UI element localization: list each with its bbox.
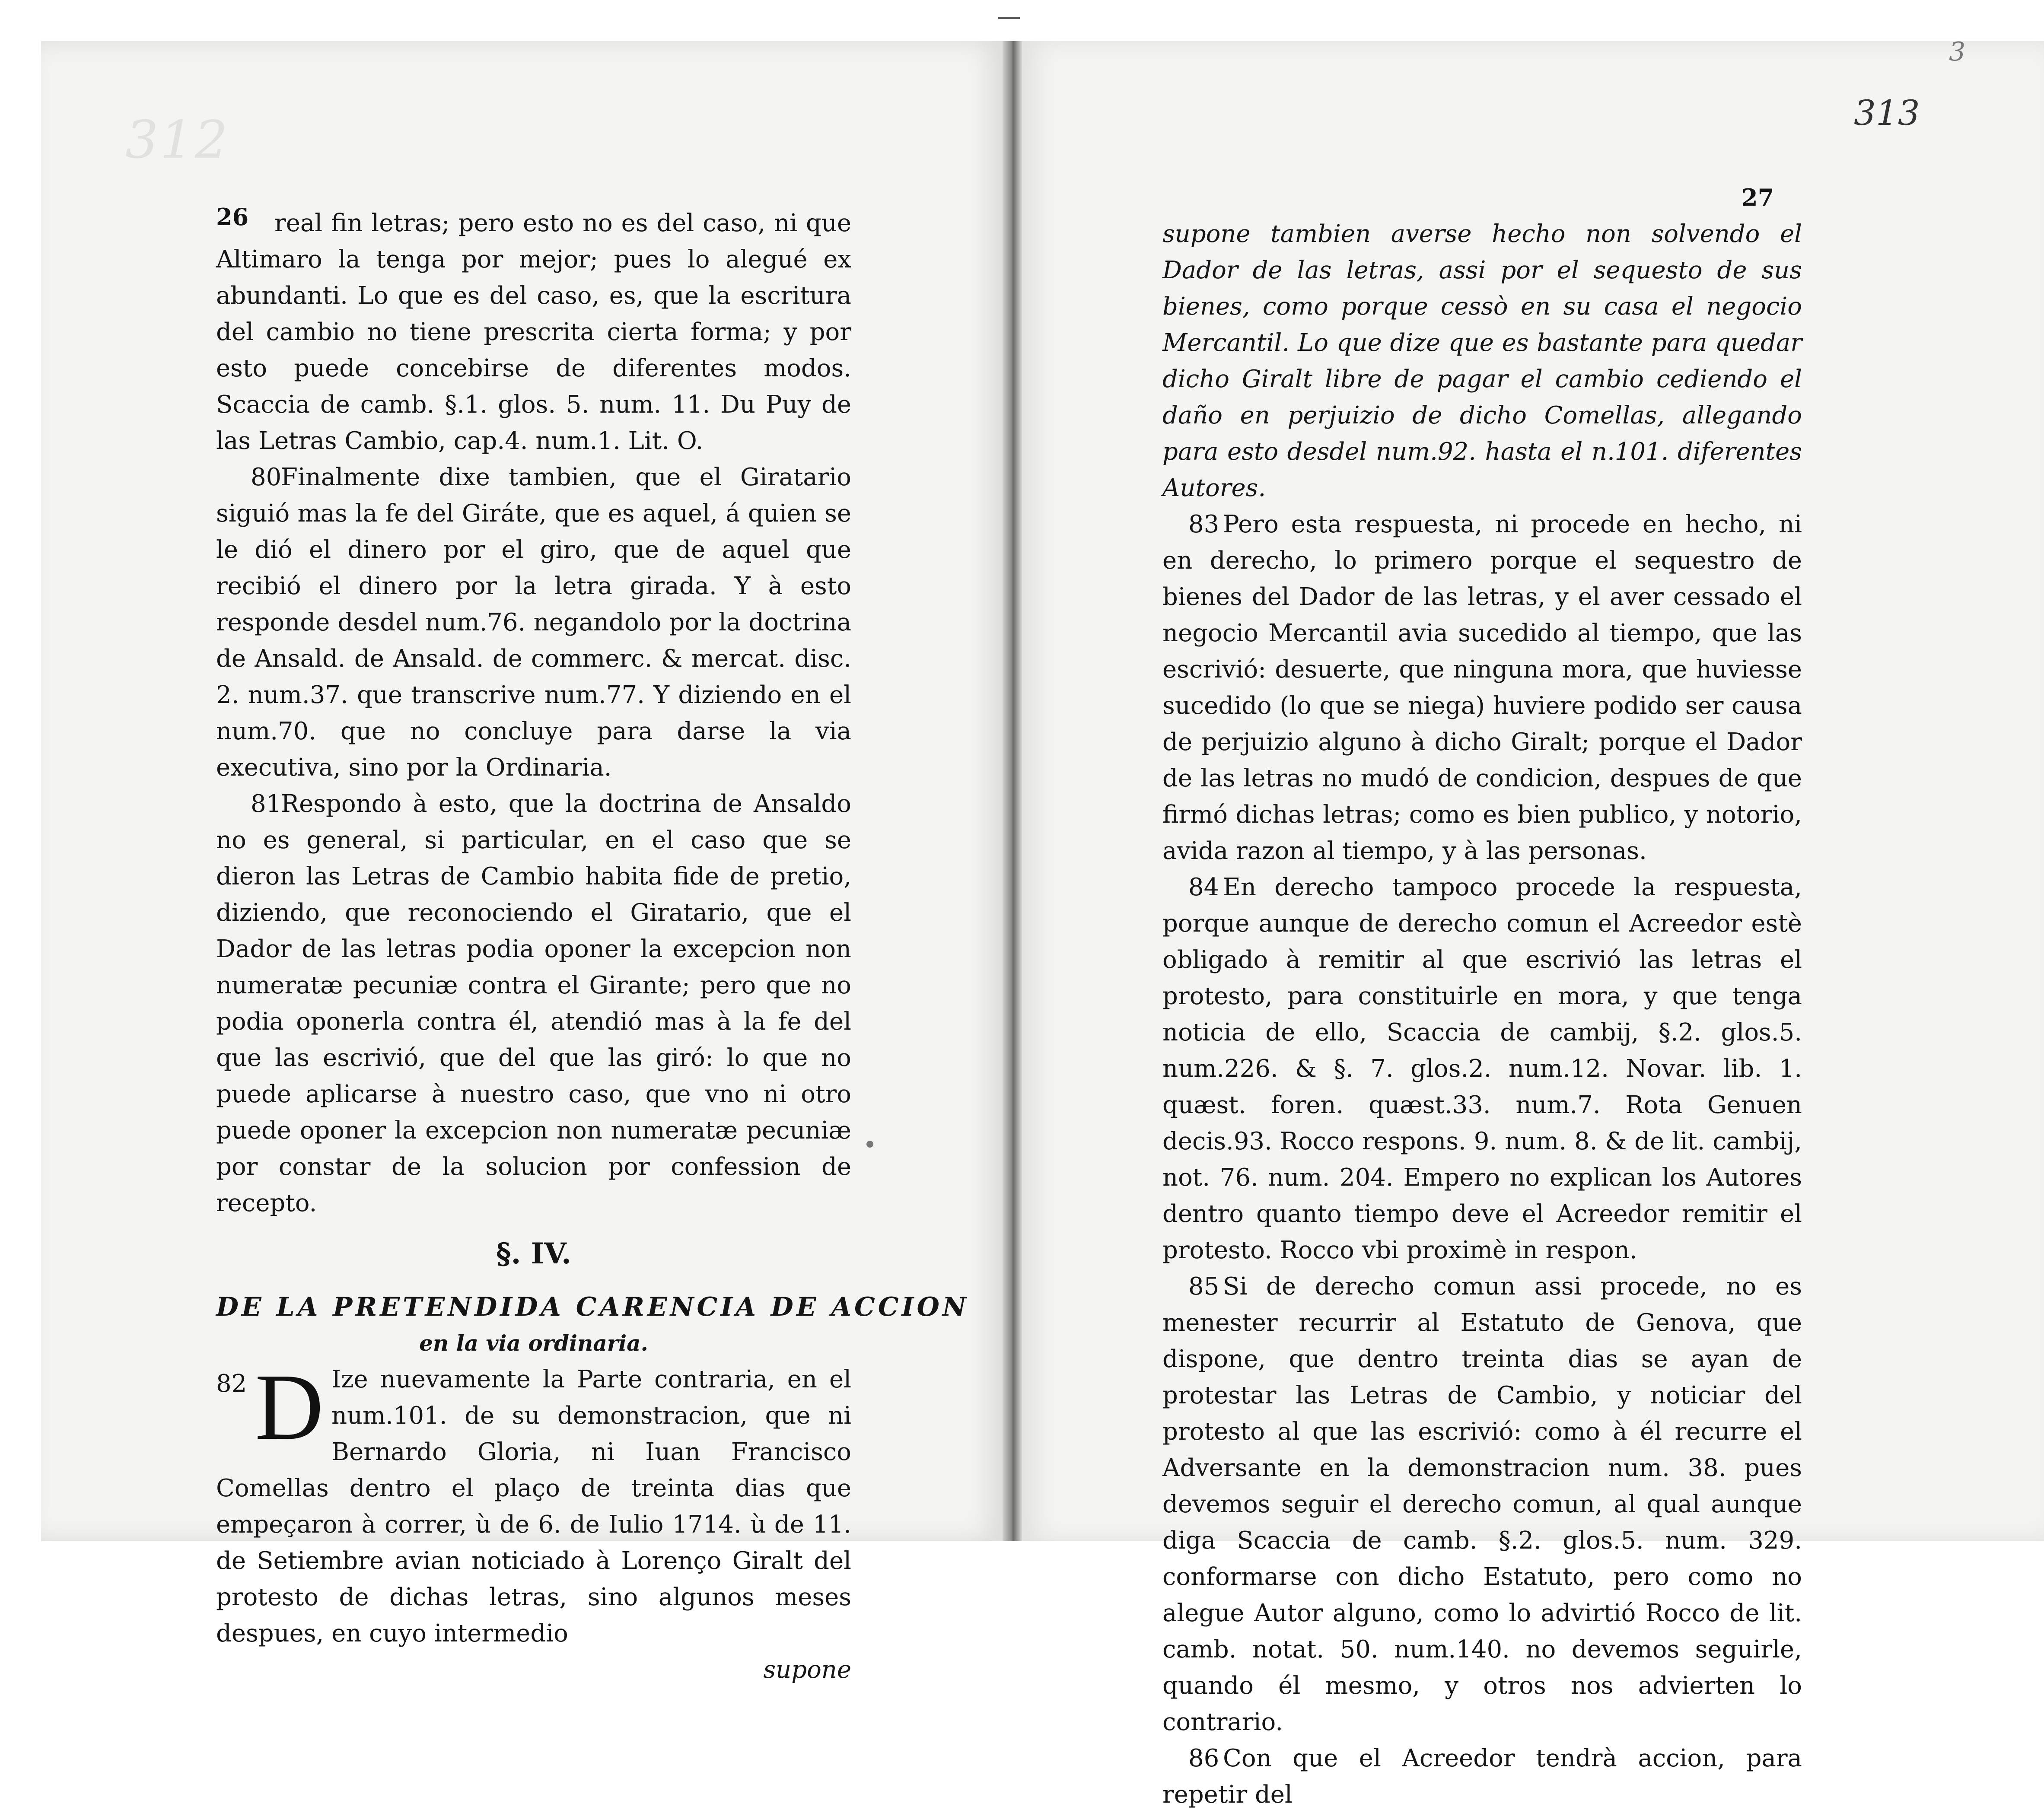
drop-cap-letter: D	[255, 1354, 324, 1460]
left-page-text	[216, 205, 969, 1688]
section-title: DE LA PRETENDIDA CARENCIA DE ACCION	[216, 1292, 969, 1322]
right-paragraph-84: 84 En derecho tampoco procede la respuesta, porque aunque de derecho comun el Acreedor estè obligado à remitir al que escrivió las letras el protesto, para constituirle en mora, y que tenga noticia de ello, Scaccia de cambij, §.2. glos.5. num.226. & §. 7. glos.2. num.12. Novar. lib. 1. quæst. foren. quæst.33. num.7. Rota Genuen decis.93. Rocco respons. 9. num. 8. & de lit. cambij, not. 76. num. 204. Empero no explican los Autores dentro quanto tiempo deve el Acreedor remitir el protesto. Rocco vbi proximè in respon.	[1162, 873, 1802, 1264]
left-faint-folio: 312	[125, 110, 230, 170]
right-corner-mark: 3	[1949, 37, 1966, 67]
ink-spot	[866, 1141, 873, 1148]
left-page-number: 26	[216, 203, 249, 231]
book-gutter	[1003, 41, 1022, 1541]
section-subtitle: en la via ordinaria.	[419, 1330, 648, 1356]
right-page-text	[1162, 186, 1802, 1813]
right-folio-number: 313	[1854, 93, 1920, 133]
left-paragraph-81: 81Respondo à esto, que la doctrina de Ansaldo no es general, si particular, en el caso que se dieron las Letras de Cambio habita fide de pretio, diziendo, que reconociendo el Giratario, que el Dador de las letras podia oponer la excepcion non numeratæ pecuniæ contra el Girante; pero que no podia oponerla contra él, atendió mas à la fe del que las escrivió, que del que las giró: lo que no puede aplicarse à nuestro caso, que vno ni otro puede oponer la excepcion non numeratæ pecuniæ por constar de la solucion por confession de recepto.	[216, 790, 851, 1217]
left-catchword: supone	[763, 1656, 851, 1684]
left-paragraph-continuation: real fin letras; pero esto no es del caso, ni que Altimaro la tenga por mejor; pues lo alegué ex abundanti. Lo que es del caso, es, que la escritura del cambio no tiene prescrita cierta forma; y por esto puede concebirse de diferentes modos. Scaccia de camb. §.1. glos. 5. num. 11. Du Puy de las Letras Cambio, cap.4. num.1. Lit. O.	[216, 209, 851, 455]
right-paragraph-continuation: supone tambien averse hecho non solvendo el Dador de las letras, assi por el sequesto de sus bienes, como porque cessò en su casa el negocio Mercantil. Lo que dize que es bastante para quedar dicho Giralt libre de pagar el cambio cediendo el daño en perjuizio de dicho Comellas, allegando para esto desdel num.92. hasta el n.101. diferentes Autores.	[1162, 220, 1802, 502]
right-paragraph-86: 86 Con que el Acreedor tendrà accion, para repetir del	[1162, 1744, 1802, 1809]
left-paragraph-80: 80Finalmente dixe tambien, que el Giratario siguió mas la fe del Giráte, que es aquel, á quien se le dió el dinero por el giro, que de aquel que recibió el dinero por la letra girada. Y à esto responde desdel num.76. negandolo por la doctrina de Ansald. de Ansald. de commerc. & mercat. disc. 2. num.37. que transcrive num.77. Y diziendo en el num.70. que no concluye para darse la via executiva, sino por la Ordinaria.	[216, 463, 851, 782]
top-edge-mark	[998, 17, 1020, 19]
right-paragraph-83: 83 Pero esta respuesta, ni procede en hecho, ni en derecho, lo primero porque el sequestro de bienes del Dador de las letras, y el aver cessado el negocio Mercantil avia sucedido al tiempo, que las escrivió: desuerte, que ninguna mora, que huviesse sucedido (lo que se niega) huviere podido ser causa de perjuizio alguno à dicho Giralt; porque el Dador de las letras no mudó de condicion, despues de que firmó dichas letras; como es bien publico, y notorio, avida razon al tiempo, y à las personas.	[1162, 510, 1802, 865]
section-mark: §. IV.	[496, 1237, 571, 1270]
right-paragraph-85: 85 Si de derecho comun assi procede, no es menester recurrir al Estatuto de Genova, que dispone, que dentro treinta dias se ayan de protestar las Letras de Cambio, y noticiar del protesto al que las escrivió: como à él recurre el Adversante en la demonstracion num. 38. pues devemos seguir el derecho comun, al qual aunque diga Scaccia de camb. §.2. glos.5. num. 329. conformarse con dicho Estatuto, pero como no alegue Autor alguno, como lo advirtió Rocco de lit. camb. notat. 50. num.140. no devemos seguirle, quando él mesmo, y otros nos advierten lo contrario.	[1162, 1272, 1802, 1736]
left-paragraph-82: 82 D Ize nuevamente la Parte contraria, en el num.101. de su demonstracion, que ni Bernardo Gloria, ni Iuan Francisco Comellas dentro el plaço de treinta dias que empeçaron à correr, ù de 6. de Iulio 1714. ù de 11. de Setiembre avian noticiado à Lorenço Giralt del protesto de dichas letras, sino algunos meses despues, en cuyo intermedio	[216, 1354, 851, 1648]
right-page-number: 27	[1742, 184, 1774, 211]
